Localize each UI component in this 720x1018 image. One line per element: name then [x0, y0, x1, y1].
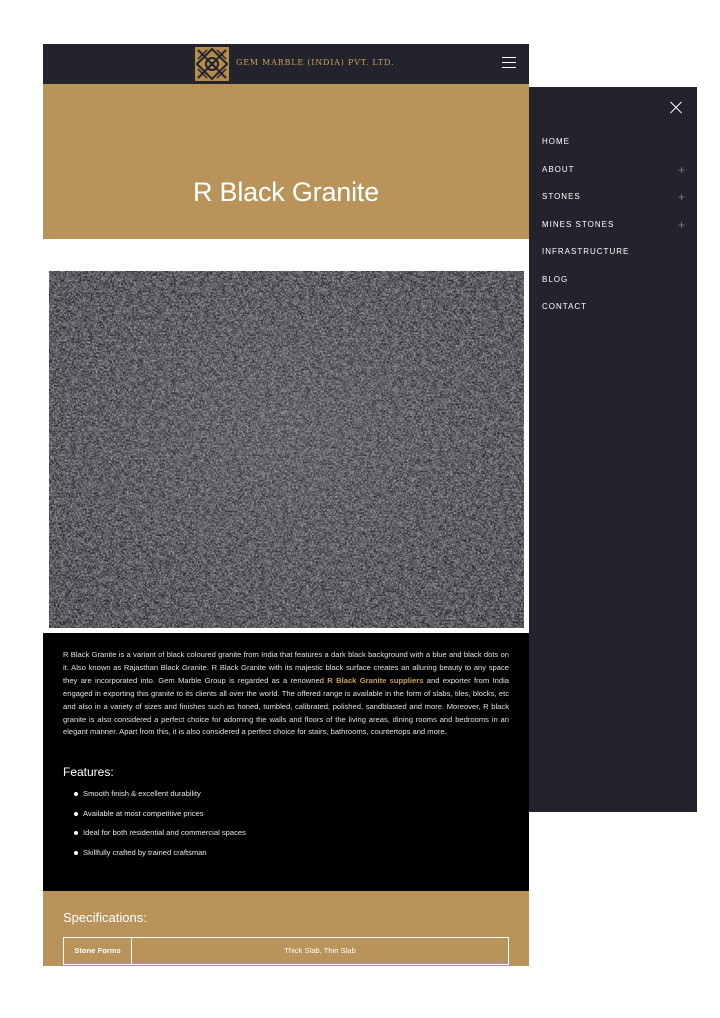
feature-item: [63, 828, 246, 848]
nav-item-home[interactable]: [542, 135, 685, 149]
features-heading: Features:: [63, 765, 114, 779]
hamburger-icon[interactable]: [502, 56, 516, 70]
specifications-section: [43, 891, 529, 966]
page: [43, 44, 529, 966]
nav-item-label: MINES STONES: [542, 220, 615, 229]
ornamental-diamond-logo-icon: [195, 47, 229, 81]
nav-item-contact[interactable]: [542, 300, 685, 314]
specifications-table: [63, 937, 509, 965]
suppliers-link[interactable]: R Black Granite suppliers: [327, 675, 424, 685]
nav-item-mines-stones[interactable]: [542, 218, 685, 232]
bullet-icon: [74, 851, 78, 855]
description-section: [43, 633, 529, 891]
close-icon[interactable]: [670, 101, 682, 113]
side-nav-drawer: [529, 87, 697, 812]
features-list: [63, 789, 246, 867]
expand-plus-icon[interactable]: +: [677, 218, 685, 232]
expand-plus-icon[interactable]: +: [677, 190, 685, 204]
spec-value-stone-forms: Thick Slab, Thin Slab: [284, 946, 356, 955]
feature-item: [63, 848, 246, 868]
description-text-part: R Black Granite is a variant of black coloured granite from India that features a dark black background with a blue and black dots on it. Also known as Rajasthan Black Granite. R Black Granite with its majestic black surface creates an alluring beauty to any space they are incorporated into. Gem Marble Group is regarded as a renowned: [63, 650, 509, 685]
site-header: [43, 44, 529, 84]
page-title: R Black Granite: [192, 177, 380, 207]
nav-item-label: INFRASTRUCTURE: [542, 247, 630, 256]
bullet-icon: [74, 831, 78, 835]
description-text-part: and exporter from India engaged in exporting this granite to its clients all over the world. The offered range is available in the form of slabs, tiles, blocks, etc and also in a variety of sizes and finishes such as honed, tumbled, calibrated, polished, sandblasted and more. Moreover, R black granite is also considered a perfect choice for adorning the walls and floors of the living areas, dining rooms and bedrooms in an elegant manner. Apart from this, it is also considered a perfect choice for stairs, bathrooms, countertops and more.: [63, 675, 509, 737]
brand-name[interactable]: GEM MARBLE (INDIA) PVT. LTD.: [236, 58, 395, 67]
expand-plus-icon[interactable]: +: [677, 163, 685, 177]
nav-item-about[interactable]: [542, 163, 685, 177]
nav-item-blog[interactable]: [542, 273, 685, 287]
hero-banner: [43, 84, 529, 239]
spec-key-stone-forms: Stone Forms: [64, 938, 132, 964]
nav-item-stones[interactable]: [542, 190, 685, 204]
nav-item-label: CONTACT: [542, 302, 588, 311]
feature-text: Smooth finish & excellent durability: [83, 789, 201, 798]
feature-item: [63, 809, 246, 829]
nav-item-label: HOME: [542, 137, 570, 146]
nav-item-infrastructure[interactable]: [542, 245, 685, 259]
feature-text: Available at most competitive prices: [83, 808, 204, 818]
feature-text: Ideal for both residential and commercial spaces: [83, 828, 246, 838]
feature-item: [63, 789, 246, 809]
bullet-icon: [74, 812, 78, 816]
nav-item-label: ABOUT: [542, 165, 575, 174]
bullet-icon: [74, 792, 78, 796]
nav-item-label: STONES: [542, 192, 581, 201]
stone-image: [49, 271, 524, 628]
specifications-heading: Specifications:: [63, 910, 147, 925]
logo[interactable]: [195, 47, 229, 81]
feature-text: Skillfully crafted by trained craftsman: [83, 847, 207, 857]
description-text: [63, 649, 509, 739]
nav-item-label: BLOG: [542, 275, 569, 284]
